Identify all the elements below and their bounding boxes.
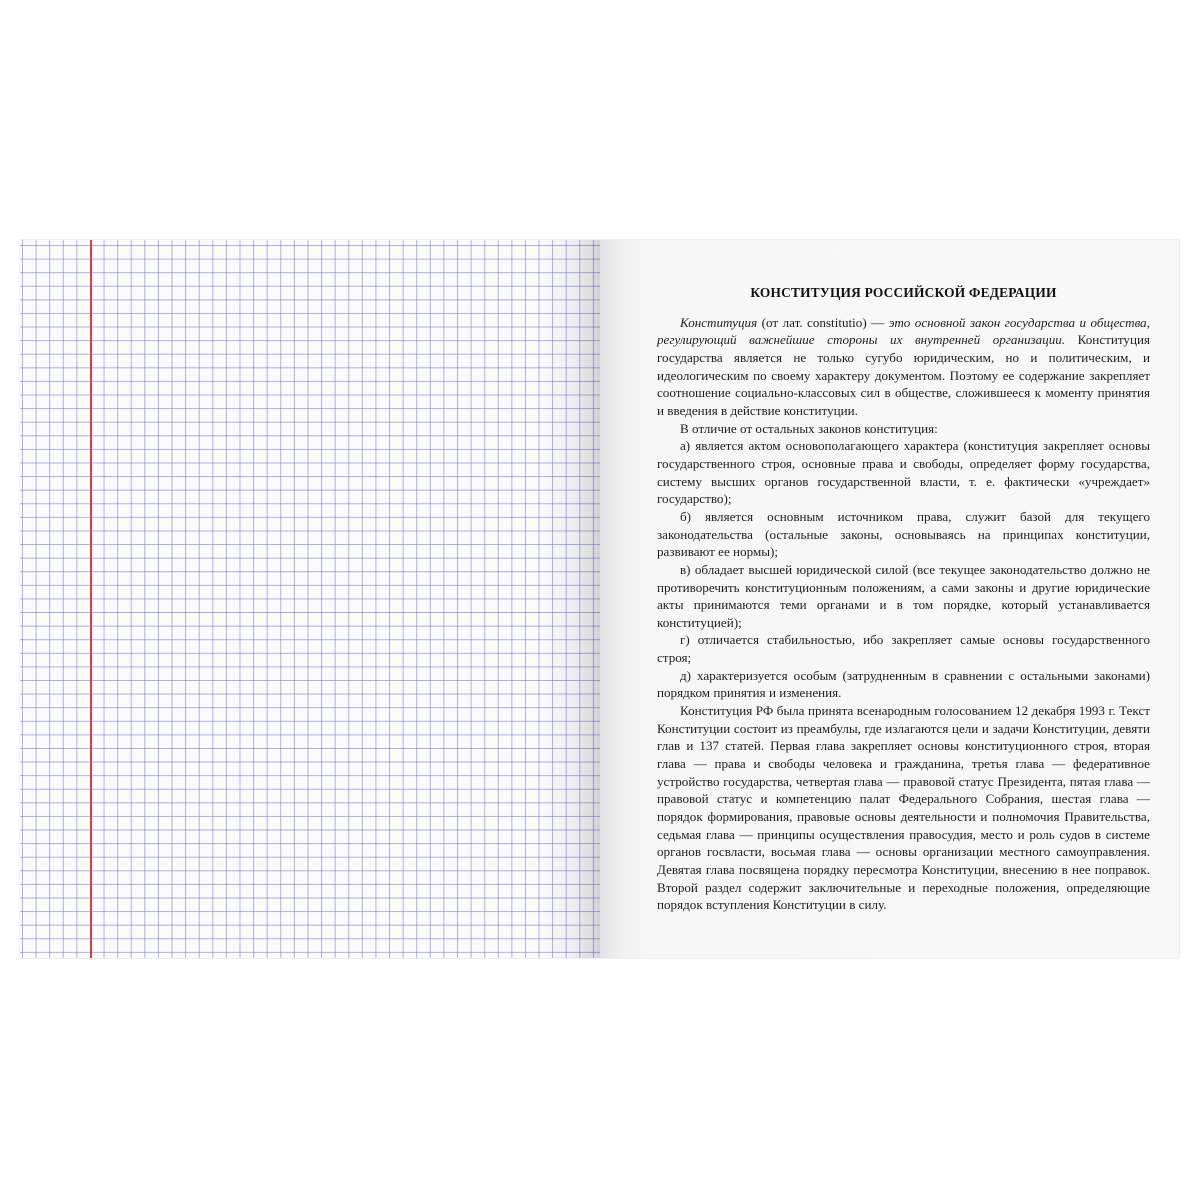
fold-shadow: [540, 240, 600, 958]
margin-line: [90, 240, 92, 958]
intro-definition: это основной закон государства и общества, регулирующий важнейшие стороны их внутренней организации.: [657, 314, 1150, 348]
intro-paragraph: [657, 314, 1150, 420]
article: [657, 284, 1150, 914]
paragraph: б) является основным источником права, служит базой для текущего законодательства (остальные законы, основываясь на принципах конституции, развивают ее нормы);: [657, 508, 1150, 560]
notebook-spread: [20, 240, 1179, 958]
intro-term: Конституция: [680, 314, 758, 330]
intro-rest: Конституция государства является не только сугубо юридическим, но и политическим, и идеологическим по своему характеру документом. Поэтому ее содержание закрепляет соотношение социально-классовых сил в обществе, сложившееся к моменту принятия и введения в действие конституции.: [657, 332, 1150, 418]
paragraph: В отличие от остальных законов конституция:: [680, 420, 938, 436]
text-page: [600, 240, 1179, 958]
paragraph: Конституция РФ была принята всенародным голосованием 12 декабря 1993 г. Текст Конституции состоит из преамбулы, где излагаются цели и задачи Конституции, девяти глав и 137 статей. Первая глава закрепляет основы конституционного строя, вторая глава — права и свободы человека и гражданина, третья глава — федеративное устройство государства, четвертая глава — правовой статус Президента, пятая глава — правовой статус и компетенцию палат Федерального Собрания, шестая глава — порядок формирования, правовые основы деятельности и полномочия Правительства, седьмая глава — принципы осуществления правосудия, место и роль судов в системе органов госвласти, восьмая глава — основы организации местного самоуправления. Девятая глава посвящена порядку пересмотра Конституции, внесению в нее поправок. Второй раздел содержит заключительные и переходные положения, определяющие порядок вступления Конституции в силу.: [657, 703, 1150, 913]
grid-page: [20, 240, 600, 958]
paragraph: д) характеризуется особым (затрудненным в сравнении с остальными законами) порядком принятия и изменения.: [657, 667, 1150, 701]
paragraph: а) является актом основополагающего характера (конституция закрепляет основы государственного строя, основные права и свободы, определяет форму государства, систему высших органов государственной власти, т. е. фактически «учреждает» государство);: [657, 438, 1150, 507]
paragraph: г) отличается стабильностью, ибо закрепляет самые основы государственного строя;: [657, 632, 1150, 666]
intro-origin: (от лат. constitutio) —: [757, 314, 889, 330]
paragraph: в) обладает высшей юридической силой (все текущее законодательство должно не противоречить конституционным положениям, а сами законы и другие юридические акты принимаются теми органами и в том порядке, который устанавливается конституцией);: [657, 561, 1150, 630]
page-title: КОНСТИТУЦИЯ РОССИЙСКОЙ ФЕДЕРАЦИИ: [750, 285, 1057, 300]
